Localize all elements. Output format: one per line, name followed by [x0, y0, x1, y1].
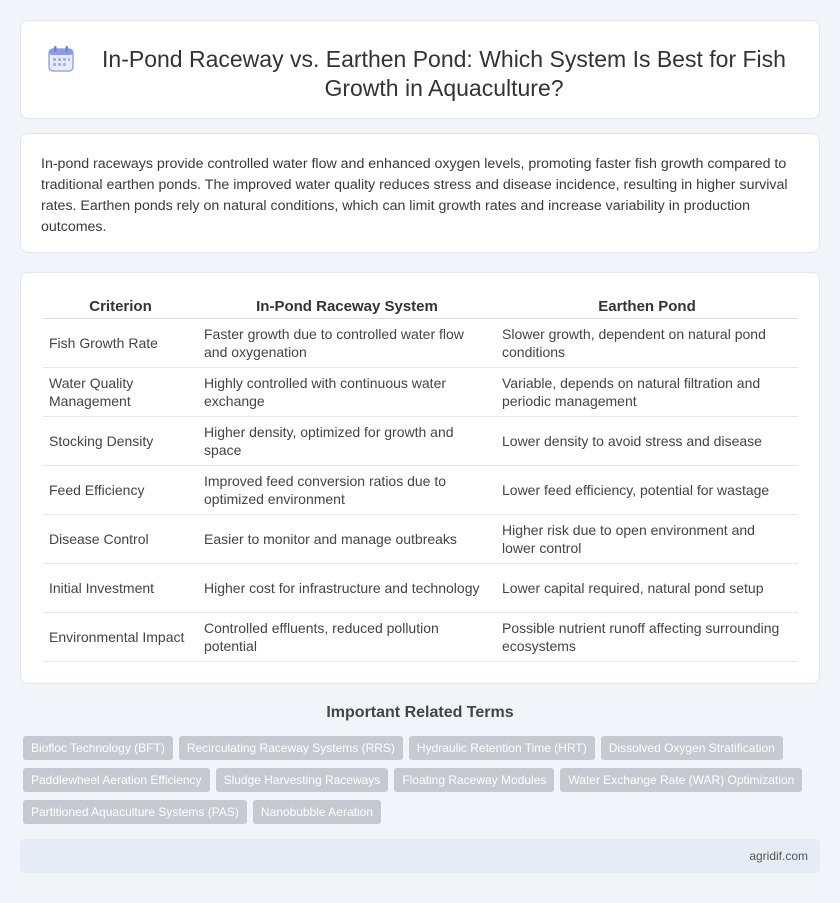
footer-bar — [20, 839, 820, 873]
raceway-cell: Easier to monitor and manage outbreaks — [198, 515, 496, 564]
earthen-cell: Lower feed efficiency, potential for wastage — [496, 466, 798, 515]
related-term-tag[interactable]: Nanobubble Aeration — [253, 800, 381, 824]
raceway-cell: Faster growth due to controlled water flow and oxygenation — [198, 319, 496, 368]
related-terms-list — [23, 736, 813, 824]
earthen-cell: Lower density to avoid stress and disease — [496, 417, 798, 466]
table-header-row — [43, 295, 798, 319]
related-term-tag[interactable]: Hydraulic Retention Time (HRT) — [409, 736, 595, 760]
criterion-cell: Stocking Density — [43, 417, 198, 466]
raceway-cell: Improved feed conversion ratios due to optimized environment — [198, 466, 496, 515]
column-header-earthen: Earthen Pond — [496, 295, 798, 319]
related-term-tag[interactable]: Paddlewheel Aeration Efficiency — [23, 768, 210, 792]
earthen-cell: Possible nutrient runoff affecting surrounding ecosystems — [496, 613, 798, 662]
earthen-cell: Higher risk due to open environment and lower control — [496, 515, 798, 564]
calendar-icon — [46, 44, 76, 74]
related-terms-title: Important Related Terms — [326, 704, 514, 721]
related-term-tag[interactable]: Recirculating Raceway Systems (RRS) — [179, 736, 403, 760]
criterion-cell: Initial Investment — [43, 564, 198, 613]
criterion-cell: Feed Efficiency — [43, 466, 198, 515]
earthen-cell: Variable, depends on natural filtration and periodic management — [496, 368, 798, 417]
comparison-table-card — [20, 272, 820, 684]
related-term-tag[interactable]: Floating Raceway Modules — [394, 768, 554, 792]
raceway-cell: Higher cost for infrastructure and technology — [198, 564, 496, 613]
criterion-cell: Fish Growth Rate — [43, 319, 198, 368]
raceway-cell: Highly controlled with continuous water exchange — [198, 368, 496, 417]
table-row — [43, 466, 798, 515]
raceway-cell: Higher density, optimized for growth and space — [198, 417, 496, 466]
intro-paragraph: In-pond raceways provide controlled water flow and enhanced oxygen levels, promoting faster fish growth compared to traditional earthen ponds. The improved water quality reduces stress and disease incidence, resulting in higher survival rates. Earthen ponds rely on natural conditions, which can limit growth rates and increase variability in production outcomes. — [41, 156, 788, 235]
column-header-raceway: In-Pond Raceway System — [198, 295, 496, 319]
related-term-tag[interactable]: Partitioned Aquaculture Systems (PAS) — [23, 800, 247, 824]
table-row — [43, 564, 798, 613]
criterion-cell: Environmental Impact — [43, 613, 198, 662]
table-row — [43, 613, 798, 662]
criterion-cell: Water Quality Management — [43, 368, 198, 417]
related-term-tag[interactable]: Dissolved Oxygen Stratification — [601, 736, 783, 760]
table-row — [43, 368, 798, 417]
earthen-cell: Slower growth, dependent on natural pond conditions — [496, 319, 798, 368]
column-header-criterion: Criterion — [43, 295, 198, 319]
criterion-cell: Disease Control — [43, 515, 198, 564]
raceway-cell: Controlled effluents, reduced pollution potential — [198, 613, 496, 662]
page-title: In-Pond Raceway vs. Earthen Pond: Which System Is Best for Fish Growth in Aquaculture? — [102, 46, 786, 101]
related-term-tag[interactable]: Water Exchange Rate (WAR) Optimization — [560, 768, 802, 792]
related-term-tag[interactable]: Sludge Harvesting Raceways — [216, 768, 389, 792]
related-term-tag[interactable]: Biofloc Technology (BFT) — [23, 736, 173, 760]
comparison-table — [43, 295, 798, 662]
site-link[interactable]: agridif.com — [749, 849, 808, 863]
earthen-cell: Lower capital required, natural pond setup — [496, 564, 798, 613]
table-row — [43, 417, 798, 466]
header-card — [20, 20, 820, 119]
table-row — [43, 319, 798, 368]
intro-card — [20, 133, 820, 253]
table-row — [43, 515, 798, 564]
